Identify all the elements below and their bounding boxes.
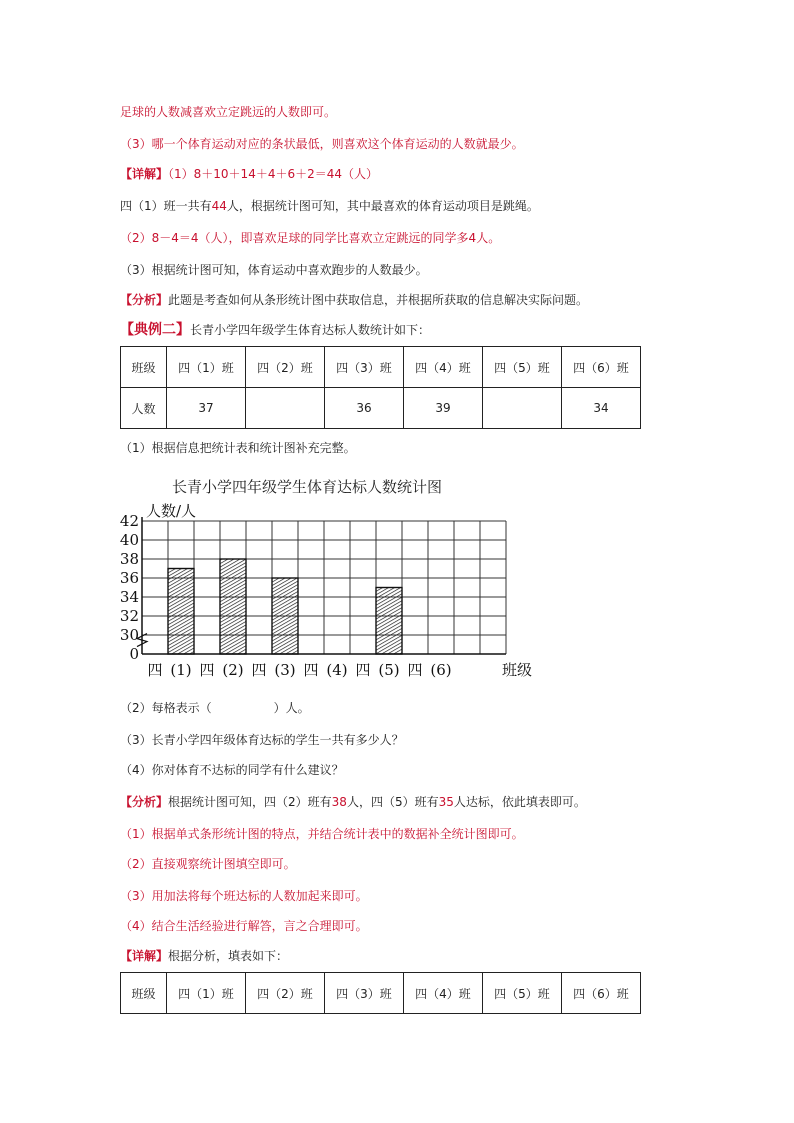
text-line-1: 足球的人数减喜欢立定跳远的人数即可。 — [120, 105, 337, 119]
text-segment: 此题是考查如何从条形统计图中获取信息，并根据所获取的信息解决实际问题。 — [168, 293, 589, 307]
table-count-5 — [483, 388, 562, 429]
example-heading — [120, 322, 430, 338]
table-class-4: 四（4）班 — [404, 973, 483, 1014]
text-segment: ）人。 — [273, 701, 310, 715]
table-count-1: 37 — [167, 388, 246, 429]
text-segment: 四（1）班一共有 — [120, 199, 212, 213]
table-class-3: 四（3）班 — [325, 973, 404, 1014]
x-tick-label: 四 — [355, 661, 371, 679]
analysis-step-1: （1）根据单式条形统计图的特点，并结合统计表中的数据补全统计图即可。 — [120, 827, 524, 841]
y-tick-label: 40 — [119, 531, 139, 549]
y-axis-label: 人数/人 — [146, 502, 197, 520]
text-segment: 根据分析，填表如下： — [168, 949, 289, 963]
bar-3 — [272, 578, 298, 654]
table-header-class: 班级 — [121, 347, 167, 388]
highlight-number: 4 — [468, 231, 477, 245]
answer-table — [120, 972, 641, 1014]
text-segment: 人，四（5）班有 — [346, 795, 439, 809]
x-axis-label: 班级 — [502, 661, 533, 679]
example-intro: 长青小学四年级学生体育达标人数统计如下： — [190, 323, 431, 337]
x-tick-label: (6) — [430, 661, 452, 679]
y-tick-label: 30 — [119, 626, 139, 644]
table-count-2 — [246, 388, 325, 429]
bar-5 — [376, 588, 402, 655]
example-tag: 【典例二】 — [120, 322, 190, 338]
text-line-6: （3）根据统计图可知，体育运动中喜欢跑步的人数最少。 — [120, 263, 428, 277]
table-class-3: 四（3）班 — [325, 347, 404, 388]
y-tick-label: 42 — [119, 512, 139, 530]
table-count-4: 39 — [404, 388, 483, 429]
x-tick-label: 四 — [147, 661, 163, 679]
text-line-5 — [120, 230, 500, 246]
table-class-5: 四（5）班 — [483, 973, 562, 1014]
x-tick-label: 四 — [303, 661, 319, 679]
table-class-6: 四（6）班 — [562, 347, 641, 388]
table-count-3: 36 — [325, 388, 404, 429]
question-4: （4）你对体育不达标的同学有什么建议？ — [120, 763, 344, 777]
table-class-1: 四（1）班 — [167, 347, 246, 388]
chart-grid — [142, 521, 506, 654]
text-line-3 — [120, 166, 378, 182]
table-class-4: 四（4）班 — [404, 347, 483, 388]
text-segment: 根据统计图可知，四（2）班有 — [168, 795, 332, 809]
table-header-class: 班级 — [121, 973, 167, 1014]
analysis-tag: 【分析】 — [120, 795, 169, 809]
x-tick-label: (1) — [170, 661, 192, 679]
detail-line — [120, 948, 288, 964]
table-class-2: 四（2）班 — [246, 347, 325, 388]
question-1: （1）根据信息把统计表和统计图补充完整。 — [120, 441, 356, 455]
analysis-step-3: （3）用加法将每个班达标的人数加起来即可。 — [120, 889, 368, 903]
text-segment: （2）每格表示（ — [120, 701, 212, 715]
bar-2 — [220, 559, 246, 654]
chart-bars — [168, 559, 402, 654]
question-3: （3）长青小学四年级体育达标的学生一共有多少人？ — [120, 733, 404, 747]
y-tick-label: 0 — [129, 645, 139, 663]
text-segment: 人。 — [476, 231, 501, 245]
question-2 — [120, 700, 310, 716]
text-line-4 — [120, 198, 539, 214]
text-line-2: （3）哪一个体育运动对应的条状最低，则喜欢这个体育运动的人数就最少。 — [120, 137, 524, 151]
highlight-number: 44 — [211, 199, 227, 213]
x-tick-label: (5) — [378, 661, 400, 679]
analysis-step-2: （2）直接观察统计图填空即可。 — [120, 857, 296, 871]
x-tick-label: 四 — [199, 661, 215, 679]
y-tick-label: 36 — [119, 569, 139, 587]
y-tick-label: 32 — [119, 607, 139, 625]
analysis-step-4: （4）结合生活经验进行解答，言之合理即可。 — [120, 919, 368, 933]
bar-chart — [112, 494, 533, 684]
detail-tag: 【详解】 — [120, 167, 169, 181]
detail-equation: （1）8＋10＋14＋4＋6＋2＝44（人） — [168, 167, 378, 181]
chart-title: 长青小学四年级学生体育达标人数统计图 — [172, 478, 443, 496]
stats-table — [120, 346, 641, 429]
analysis-tag: 【分析】 — [120, 293, 169, 307]
table-class-2: 四（2）班 — [246, 973, 325, 1014]
x-tick-label: 四 — [407, 661, 423, 679]
y-tick-label: 38 — [119, 550, 139, 568]
x-tick-label: (3) — [274, 661, 296, 679]
highlight-number: 35 — [438, 795, 454, 809]
y-tick-label: 34 — [119, 588, 139, 606]
text-segment: 人，根据统计图可知，其中最喜欢的体育运动项目是跳绳。 — [226, 199, 539, 213]
x-tick-label: (4) — [326, 661, 348, 679]
table-class-6: 四（6）班 — [562, 973, 641, 1014]
highlight-number: 38 — [331, 795, 347, 809]
text-line-7 — [120, 292, 588, 308]
x-tick-label: 四 — [251, 661, 267, 679]
x-tick-label: (2) — [222, 661, 244, 679]
bar-1 — [168, 569, 194, 655]
table-class-1: 四（1）班 — [167, 973, 246, 1014]
table-class-5: 四（5）班 — [483, 347, 562, 388]
detail-tag: 【详解】 — [120, 949, 169, 963]
text-segment: （2）8－4＝4（人），即喜欢足球的同学比喜欢立定跳远的同学多 — [120, 231, 469, 245]
text-segment: 人达标，依此填表即可。 — [453, 795, 586, 809]
table-header-count: 人数 — [121, 388, 167, 429]
table-count-6: 34 — [562, 388, 641, 429]
analysis-line — [120, 794, 586, 810]
